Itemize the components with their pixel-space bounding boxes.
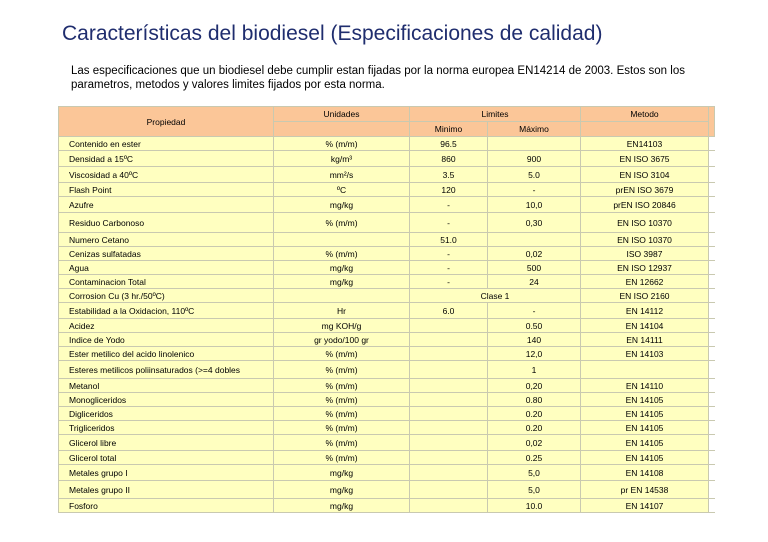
cell-minimo [410,465,488,481]
cell-unidades: % (m/m) [274,247,410,261]
cell-propiedad: Trigliceridos [59,421,274,435]
cell-minimo [410,421,488,435]
table-row [59,197,715,213]
cell-limites: Clase 1 [410,289,581,303]
header-maximo: Máximo [488,122,581,137]
cell-metodo: prEN ISO 3679 [581,183,709,197]
table-row [59,151,715,167]
cell-metodo: EN 14103 [581,347,709,361]
cell-metodo: pr EN 14538 [581,481,709,499]
cell-spacer [709,289,715,303]
cell-propiedad: Digliceridos [59,407,274,421]
cell-metodo: prEN ISO 20846 [581,197,709,213]
cell-propiedad: Flash Point [59,183,274,197]
table-row [59,379,715,393]
cell-maximo: 0.20 [488,407,581,421]
cell-minimo [410,407,488,421]
header-spacer [709,107,715,137]
cell-unidades: ºC [274,183,410,197]
cell-unidades: % (m/m) [274,213,410,233]
cell-maximo: 0.25 [488,451,581,465]
header-metodo-sub [581,122,709,137]
cell-unidades: mg/kg [274,481,410,499]
cell-spacer [709,393,715,407]
table-row [59,213,715,233]
cell-propiedad: Metanol [59,379,274,393]
cell-unidades: % (m/m) [274,393,410,407]
cell-maximo: 900 [488,151,581,167]
cell-propiedad: Metales grupo I [59,465,274,481]
cell-spacer [709,361,715,379]
cell-maximo: 0.80 [488,393,581,407]
cell-unidades [274,289,410,303]
table-row [59,183,715,197]
cell-propiedad: Metales grupo II [59,481,274,499]
cell-maximo: 0,02 [488,435,581,451]
cell-maximo: 0,02 [488,247,581,261]
cell-maximo: 500 [488,261,581,275]
cell-unidades: mg/kg [274,261,410,275]
cell-metodo [581,361,709,379]
cell-propiedad: Acidez [59,319,274,333]
cell-maximo: 24 [488,275,581,289]
header-limites: Limites [410,107,581,122]
cell-spacer [709,233,715,247]
cell-minimo [410,361,488,379]
cell-unidades: mg/kg [274,197,410,213]
cell-propiedad: Numero Cetano [59,233,274,247]
cell-propiedad: Corrosion Cu (3 hr./50ºC) [59,289,274,303]
cell-minimo [410,435,488,451]
cell-maximo: 10,0 [488,197,581,213]
cell-unidades: % (m/m) [274,347,410,361]
table-row [59,421,715,435]
cell-minimo [410,319,488,333]
cell-propiedad: Estabilidad a la Oxidacion, 110ºC [59,303,274,319]
table-row [59,435,715,451]
cell-maximo: 5,0 [488,465,581,481]
cell-minimo [410,379,488,393]
cell-maximo: 0.20 [488,421,581,435]
cell-metodo: EN 14110 [581,379,709,393]
cell-maximo [488,137,581,151]
cell-metodo: EN ISO 2160 [581,289,709,303]
cell-minimo: - [410,197,488,213]
table-row [59,393,715,407]
cell-spacer [709,333,715,347]
cell-metodo: EN ISO 10370 [581,233,709,247]
cell-minimo [410,499,488,513]
specifications-table [58,106,715,513]
cell-spacer [709,213,715,233]
cell-spacer [709,303,715,319]
cell-spacer [709,499,715,513]
cell-propiedad: Viscosidad a 40ºC [59,167,274,183]
cell-spacer [709,183,715,197]
cell-maximo: 140 [488,333,581,347]
cell-metodo: EN ISO 12937 [581,261,709,275]
cell-metodo: EN 12662 [581,275,709,289]
cell-minimo: 860 [410,151,488,167]
cell-spacer [709,451,715,465]
cell-metodo: ISO 3987 [581,247,709,261]
cell-propiedad: Densidad a 15ºC [59,151,274,167]
specifications-body [59,137,715,513]
cell-spacer [709,421,715,435]
cell-minimo: 120 [410,183,488,197]
cell-metodo: EN ISO 10370 [581,213,709,233]
cell-unidades: % (m/m) [274,435,410,451]
cell-minimo [410,481,488,499]
header-unidades: Unidades [274,107,410,122]
cell-maximo: 0,20 [488,379,581,393]
cell-spacer [709,435,715,451]
table-row [59,289,715,303]
table-row [59,303,715,319]
cell-minimo: 96.5 [410,137,488,151]
cell-propiedad: Agua [59,261,274,275]
cell-metodo: EN 14105 [581,435,709,451]
table-row [59,361,715,379]
cell-unidades: % (m/m) [274,379,410,393]
cell-unidades: % (m/m) [274,407,410,421]
cell-metodo: EN ISO 3675 [581,151,709,167]
cell-spacer [709,379,715,393]
cell-propiedad: Ester metilico del acido linolenico [59,347,274,361]
cell-minimo [410,333,488,347]
cell-maximo: 5.0 [488,167,581,183]
cell-unidades [274,233,410,247]
cell-minimo: - [410,261,488,275]
cell-spacer [709,197,715,213]
cell-unidades: kg/m³ [274,151,410,167]
table-row [59,167,715,183]
cell-metodo: EN 14111 [581,333,709,347]
table-row [59,407,715,421]
header-unidades-sub [274,122,410,137]
cell-minimo [410,347,488,361]
cell-propiedad: Glicerol libre [59,435,274,451]
cell-minimo: - [410,275,488,289]
page-title: Características del biodiesel (Especificaciones de calidad) [62,22,603,45]
cell-maximo: 1 [488,361,581,379]
cell-minimo: 6.0 [410,303,488,319]
table-row [59,233,715,247]
cell-maximo: 0,30 [488,213,581,233]
cell-maximo: - [488,183,581,197]
cell-unidades: mg/kg [274,275,410,289]
cell-spacer [709,137,715,151]
cell-metodo: EN 14105 [581,393,709,407]
table-row [59,247,715,261]
header-propiedad: Propiedad [59,107,274,137]
cell-metodo: EN 14112 [581,303,709,319]
cell-unidades: mg/kg [274,499,410,513]
cell-spacer [709,407,715,421]
cell-minimo [410,451,488,465]
cell-maximo: - [488,303,581,319]
cell-spacer [709,465,715,481]
cell-propiedad: Esteres metilicos poliinsaturados (>=4 dobles [59,361,274,379]
intro-paragraph: Las especificaciones que un biodiesel debe cumplir estan fijadas por la norma europea EN14214 de 2003. Estos son los parametros, metodos y valores limites fijados por esta norma. [71,65,685,91]
cell-unidades: mg/kg [274,465,410,481]
table-row [59,499,715,513]
cell-minimo: - [410,247,488,261]
cell-metodo: EN 14105 [581,451,709,465]
cell-unidades: Hr [274,303,410,319]
cell-maximo: 0.50 [488,319,581,333]
cell-metodo: EN14103 [581,137,709,151]
cell-propiedad: Fosforo [59,499,274,513]
table-row [59,261,715,275]
cell-metodo: EN 14105 [581,421,709,435]
cell-propiedad: Indice de Yodo [59,333,274,347]
cell-spacer [709,319,715,333]
cell-spacer [709,481,715,499]
header-minimo: Minimo [410,122,488,137]
cell-metodo: EN 14108 [581,465,709,481]
cell-spacer [709,167,715,183]
cell-maximo: 12,0 [488,347,581,361]
cell-metodo: EN 14107 [581,499,709,513]
cell-maximo [488,233,581,247]
cell-spacer [709,275,715,289]
table-row [59,347,715,361]
cell-unidades: % (m/m) [274,361,410,379]
cell-unidades: % (m/m) [274,421,410,435]
cell-unidades: % (m/m) [274,137,410,151]
table-row [59,275,715,289]
table-row [59,137,715,151]
cell-unidades: mg KOH/g [274,319,410,333]
table-row [59,465,715,481]
table-row [59,319,715,333]
table-row [59,481,715,499]
cell-spacer [709,347,715,361]
cell-metodo: EN 14105 [581,407,709,421]
cell-minimo [410,393,488,407]
cell-propiedad: Contenido en ester [59,137,274,151]
cell-propiedad: Cenizas sulfatadas [59,247,274,261]
cell-propiedad: Contaminacion Total [59,275,274,289]
cell-unidades: % (m/m) [274,451,410,465]
table-row [59,451,715,465]
cell-spacer [709,151,715,167]
cell-metodo: EN ISO 3104 [581,167,709,183]
cell-minimo: - [410,213,488,233]
cell-unidades: gr yodo/100 gr [274,333,410,347]
cell-spacer [709,247,715,261]
cell-propiedad: Residuo Carbonoso [59,213,274,233]
cell-maximo: 10.0 [488,499,581,513]
cell-propiedad: Monogliceridos [59,393,274,407]
cell-minimo: 51.0 [410,233,488,247]
table-row [59,333,715,347]
cell-unidades: mm²/s [274,167,410,183]
cell-maximo: 5,0 [488,481,581,499]
cell-metodo: EN 14104 [581,319,709,333]
cell-propiedad: Azufre [59,197,274,213]
cell-spacer [709,261,715,275]
header-metodo: Metodo [581,107,709,122]
cell-minimo: 3.5 [410,167,488,183]
cell-propiedad: Glicerol total [59,451,274,465]
